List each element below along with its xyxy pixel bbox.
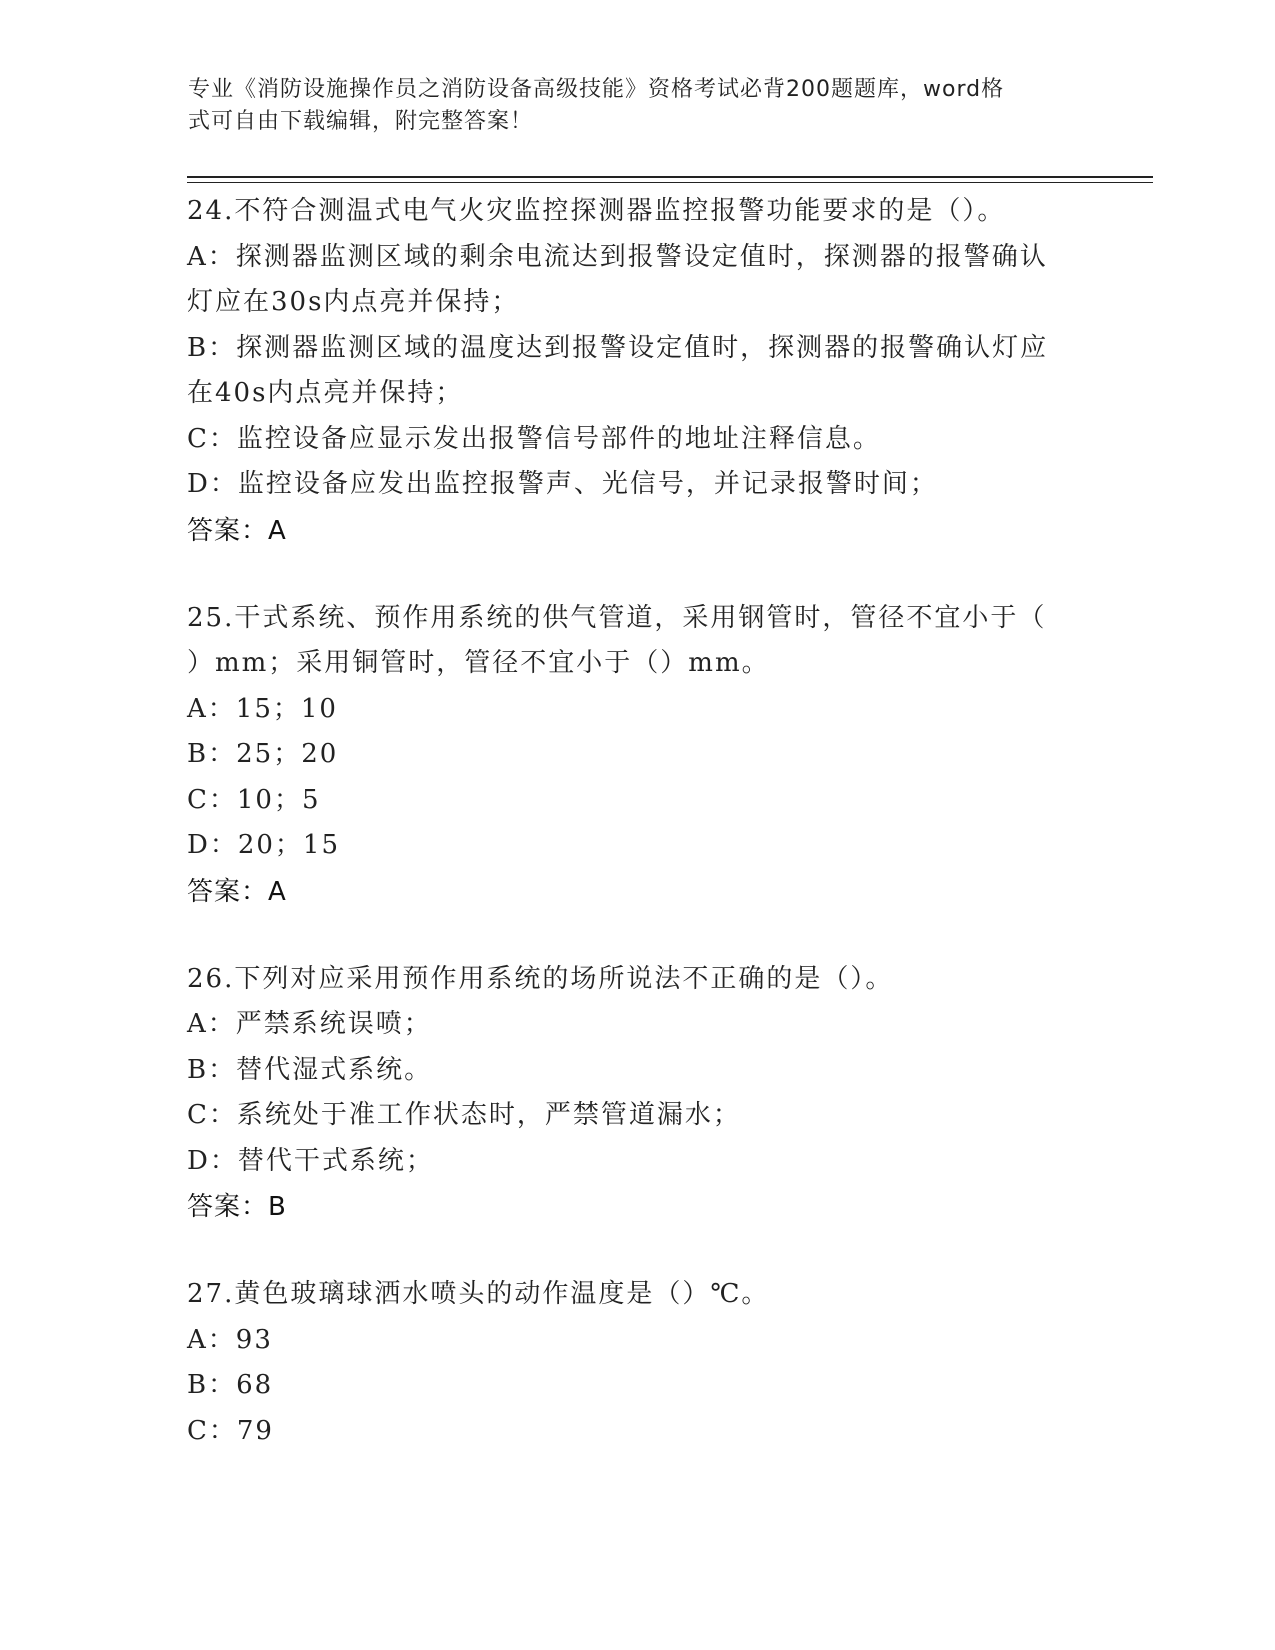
question-stem: 24.不符合测温式电气火灾监控探测器监控报警功能要求的是（）。 <box>187 196 1006 226</box>
answer-option <box>187 732 1087 778</box>
answer-option <box>187 1139 1087 1185</box>
answer-option <box>187 326 1087 417</box>
question-stem: 25.干式系统、预作用系统的供气管道，采用钢管时，管径不宜小于（ <box>187 602 1047 633</box>
header-line-2: 式可自由下载编辑，附完整答案！ <box>188 109 534 134</box>
answer-key: 答案：A <box>187 876 287 907</box>
option-text: D：监控设备应发出监控报警声、光信号，并记录报警时间； <box>187 469 938 499</box>
answer-option <box>187 1002 1087 1048</box>
answer-option <box>187 778 1087 824</box>
option-text: A：探测器监测区域的剩余电流达到报警设定值时，探测器的报警确认 <box>187 241 1048 272</box>
answer-option <box>187 462 1087 508</box>
option-text: A：93 <box>187 1324 273 1355</box>
question-block <box>187 957 1087 1231</box>
header-line-1: 专业《消防设施操作员之消防设备高级技能》资格考试必背200题题库，word格 <box>188 77 1005 102</box>
question-block <box>187 1272 1087 1454</box>
question-stem: 26.下列对应采用预作用系统的场所说法不正确的是（）。 <box>187 963 894 994</box>
option-text: A：严禁系统误喷； <box>187 1009 432 1039</box>
answer-key: 答案：B <box>187 1192 287 1222</box>
header-rule-thin <box>187 182 1153 183</box>
answer-key: 答案：A <box>187 515 287 546</box>
option-text: D：替代干式系统； <box>187 1145 434 1176</box>
answer-option <box>187 687 1087 733</box>
option-text: B：25；20 <box>187 739 339 769</box>
option-text: A：15；10 <box>187 693 338 724</box>
question-stem: 27.黄色玻璃球洒水喷头的动作温度是（）℃。 <box>187 1279 770 1309</box>
document-header <box>188 74 1078 138</box>
question-stem: ）mm；采用铜管时，管径不宜小于（）mm。 <box>187 648 770 678</box>
option-text: C：10；5 <box>187 784 321 815</box>
answer-option <box>187 823 1087 869</box>
answer-option <box>187 1363 1087 1409</box>
option-text: 在40s内点亮并保持； <box>187 378 464 408</box>
option-text: C：79 <box>187 1415 274 1446</box>
option-text: C：监控设备应显示发出报警信号部件的地址注释信息。 <box>187 423 881 454</box>
header-rule-thick <box>187 176 1153 178</box>
option-text: B：探测器监测区域的温度达到报警设定值时，探测器的报警确认灯应 <box>187 332 1049 363</box>
option-text: D：20；15 <box>187 830 341 860</box>
question-list <box>187 189 1087 1496</box>
answer-option <box>187 1048 1087 1094</box>
answer-option <box>187 235 1087 326</box>
option-text: B：68 <box>187 1370 274 1400</box>
answer-option <box>187 1409 1087 1455</box>
option-text: C：系统处于准工作状态时，严禁管道漏水； <box>187 1100 741 1130</box>
option-text: B：替代湿式系统。 <box>187 1054 433 1085</box>
question-block <box>187 189 1087 554</box>
question-block <box>187 596 1087 915</box>
option-text: 灯应在30s内点亮并保持； <box>187 287 520 317</box>
answer-option <box>187 417 1087 463</box>
answer-option <box>187 1093 1087 1139</box>
answer-option <box>187 1318 1087 1364</box>
